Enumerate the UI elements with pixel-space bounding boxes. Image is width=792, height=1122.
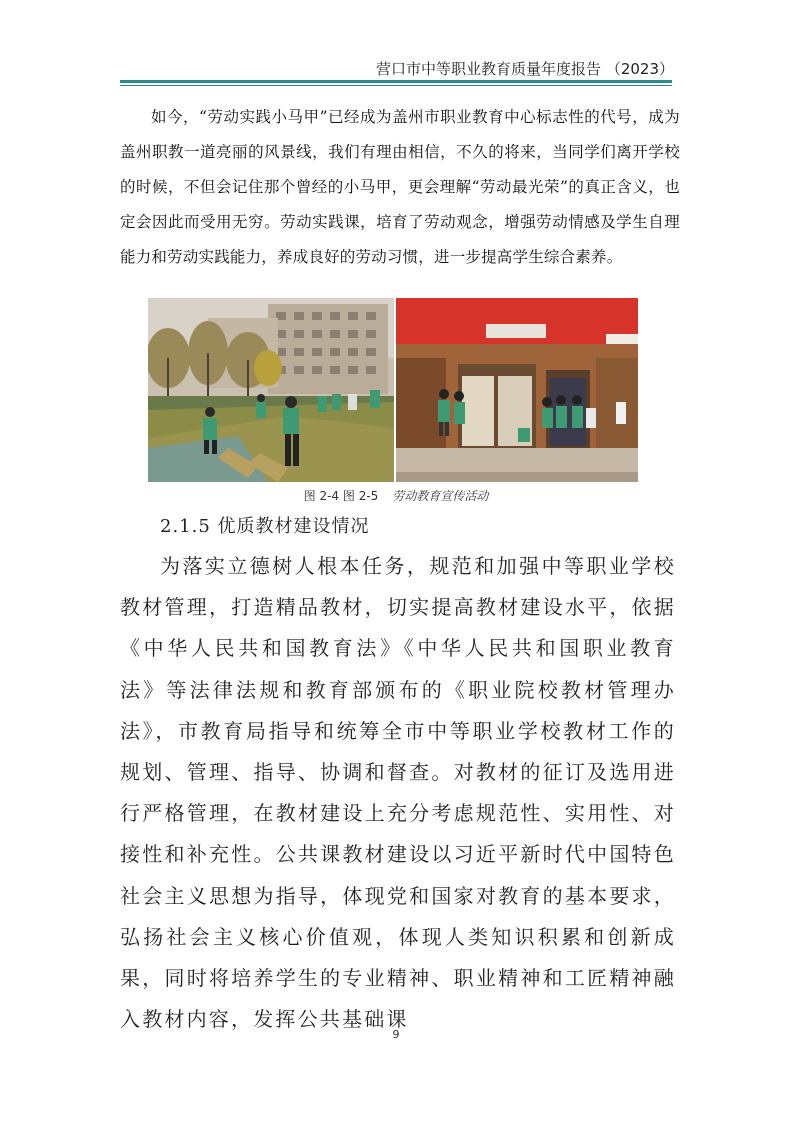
header-rule-thin: [120, 85, 672, 86]
students-cleaning-entrance-photo: [396, 298, 638, 482]
figure-caption: [0, 487, 792, 504]
intro-text: [120, 100, 680, 275]
figure-photos: [148, 298, 638, 482]
students-sweeping-outdoor-photo: [148, 298, 394, 482]
section-heading: 2.1.5 优质教材建设情况: [160, 516, 370, 537]
intro-paragraph: 如今，“劳动实践小马甲”已经成为盖州市职业教育中心标志性的代号，成为盖州职教一道亮丽的风景线，我们有理由相信，不久的将来，当同学们离开学校的时候，不但会记住那个曾经的小马甲，更会理解“劳动最光荣”的真正含义，也定会因此而受用无穷。劳动实践课，培育了劳动观念，增强劳动情感及学生自理能力和劳动实践能力，养成良好的劳动习惯，进一步提高学生综合素养。: [120, 108, 680, 266]
page-header-title: 营口市中等职业教育质量年度报告 （2023）: [376, 60, 674, 78]
figure-caption-text: 劳动教育宣传活动: [392, 489, 489, 503]
figure-caption-numbers: 图 2-4 图 2-5: [303, 489, 379, 503]
page-number: 9: [392, 1028, 400, 1041]
header-rule: [120, 80, 672, 83]
body-text: [120, 546, 676, 1040]
body-paragraph: 为落实立德树人根本任务，规范和加强中等职业学校教材管理，打造精品教材，切实提高教材建设水平，依据《中华人民共和国教育法》《中华人民共和国职业教育法》等法律法规和教育部颁布的《职业院校教材管理办法》，市教育局指导和统筹全市中等职业学校教材工作的规划、管理、指导、协调和督查。对教材的征订及选用进行严格管理，在教材建设上充分考虑规范性、实用性、对接性和补充性。公共课教材建设以习近平新时代中国特色社会主义思想为指导，体现党和国家对教育的基本要求，弘扬社会主义核心价值观，体现人类知识积累和创新成果，同时将培养学生的专业精神、职业精神和工匠精神融入教材内容，发挥公共基础课: [120, 554, 676, 1032]
